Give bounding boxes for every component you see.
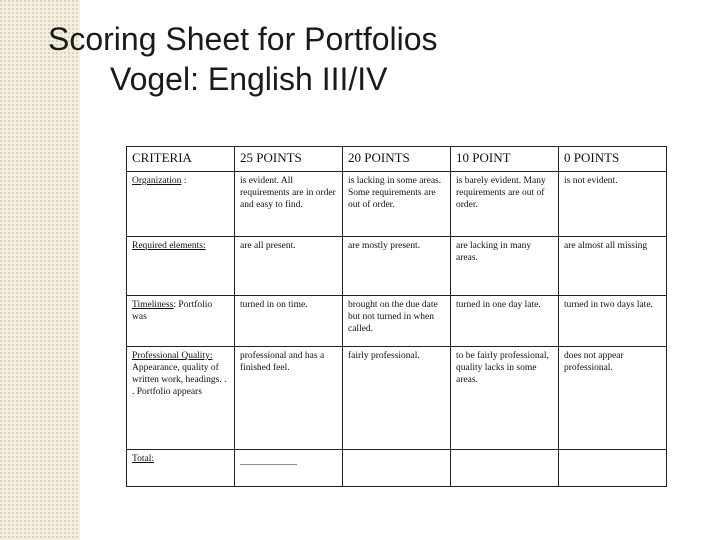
- table-cell: professional and has a finished feel.: [235, 347, 343, 450]
- table-cell: turned in one day late.: [451, 296, 559, 347]
- criterion-label: Total:: [132, 454, 155, 464]
- table-cell: are mostly present.: [343, 237, 451, 296]
- table-row: [127, 450, 667, 487]
- page-title: [48, 20, 438, 98]
- blank-line: ____________: [240, 457, 297, 467]
- criterion-label: Professional Quality:: [132, 351, 213, 361]
- table-cell: brought on the due date but not turned in when called.: [343, 296, 451, 347]
- table-cell: turned in two days late.: [559, 296, 667, 347]
- header-10-point: 10 POINT: [451, 147, 559, 172]
- table-cell: [559, 450, 667, 487]
- criterion-label: Timeliness: [132, 300, 174, 310]
- table-cell: are lacking in many areas.: [451, 237, 559, 296]
- criterion-professional-quality: [127, 347, 235, 450]
- title-line-1: Scoring Sheet for Portfolios: [48, 21, 438, 57]
- table-cell: is barely evident. Many requirements are out of order.: [451, 172, 559, 237]
- table-cell: are all present.: [235, 237, 343, 296]
- table-cell: fairly professional.: [343, 347, 451, 450]
- total-blank-line: [235, 450, 343, 487]
- header-row: [127, 147, 667, 172]
- table-cell: [343, 450, 451, 487]
- scoring-rubric-table: [126, 146, 667, 487]
- table-row: [127, 172, 667, 237]
- criterion-label: Required elements:: [132, 241, 206, 251]
- criterion-organization: [127, 172, 235, 237]
- table-cell: to be fairly professional, quality lacks in some areas.: [451, 347, 559, 450]
- table-row: [127, 296, 667, 347]
- criterion-label: Organization: [132, 176, 182, 186]
- table-cell: is evident. All requirements are in order and easy to find.: [235, 172, 343, 237]
- criterion-rest: : Portfolio was: [132, 300, 213, 322]
- table-row: [127, 347, 667, 450]
- header-25-points: 25 POINTS: [235, 147, 343, 172]
- table-cell: does not appear professional.: [559, 347, 667, 450]
- criterion-required-elements: [127, 237, 235, 296]
- criterion-rest: :: [181, 176, 187, 186]
- header-criteria: CRITERIA: [127, 147, 235, 172]
- table-cell: are almost all missing: [559, 237, 667, 296]
- criterion-total: [127, 450, 235, 487]
- table-cell: turned in on time.: [235, 296, 343, 347]
- table-row: [127, 237, 667, 296]
- table-cell: [451, 450, 559, 487]
- table-cell: is not evident.: [559, 172, 667, 237]
- header-0-points: 0 POINTS: [559, 147, 667, 172]
- header-20-points: 20 POINTS: [343, 147, 451, 172]
- table-cell: is lacking in some areas. Some requirements are out of order.: [343, 172, 451, 237]
- criterion-rest: Appearance, quality of written work, headings. . . Portfolio appears: [132, 363, 227, 397]
- title-line-2: Vogel: English III/IV: [110, 61, 388, 97]
- criterion-timeliness: [127, 296, 235, 347]
